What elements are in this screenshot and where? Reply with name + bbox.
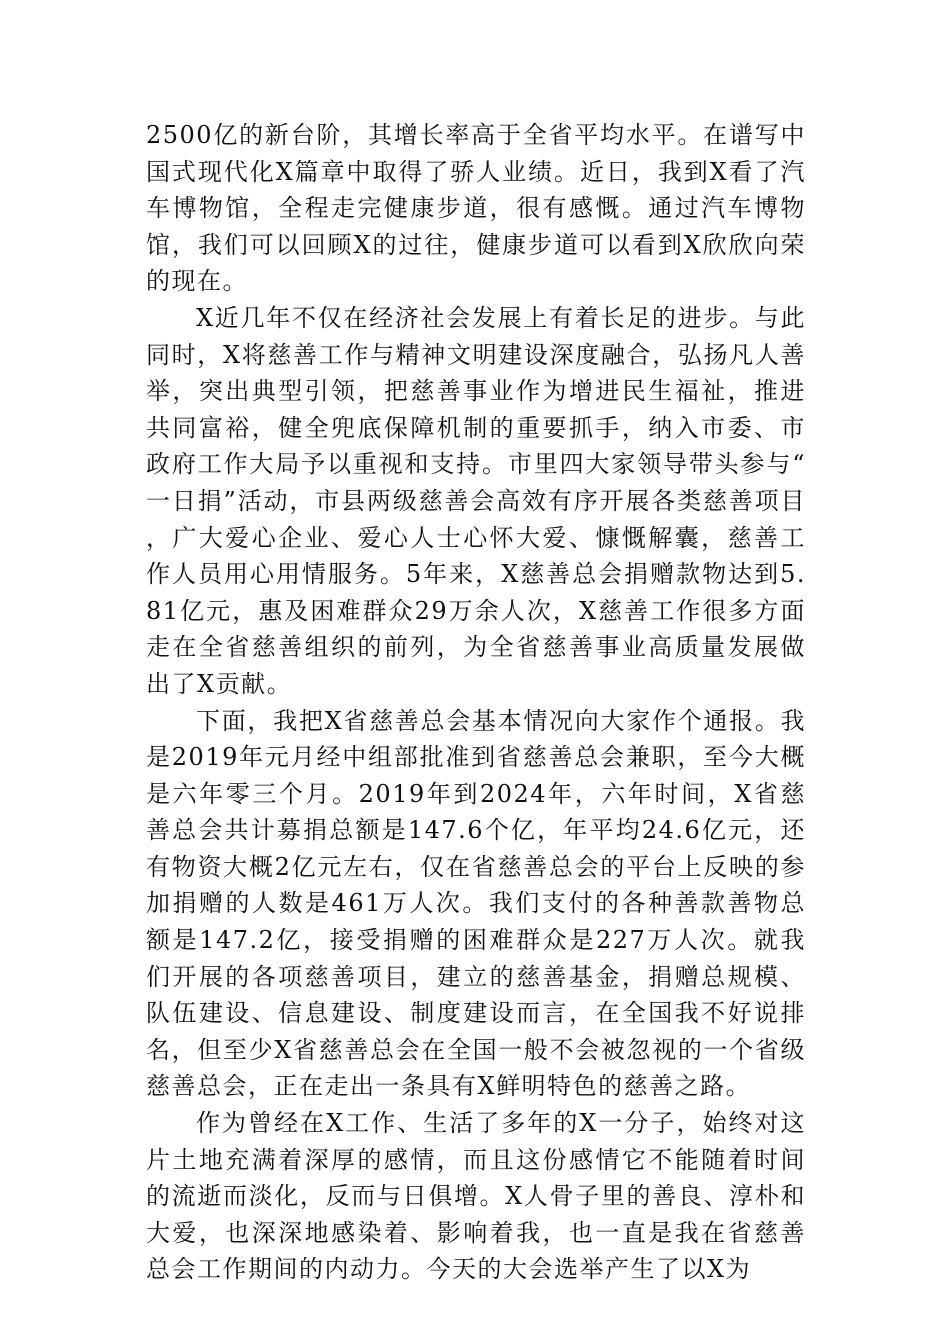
paragraph-1: 2500亿的新台阶，其增长率高于全省平均水平。在谱写中国式现代化X篇章中取得了骄人业绩。近日，我到X看了汽车博物馆，全程走完健康步道，很有感慨。通过汽车博物馆，我们可以回顾X的过往，健康步道可以看到X欣欣向荣的现在。 <box>146 121 806 296</box>
document-page <box>146 117 806 1288</box>
paragraph-3: 下面，我把X省慈善总会基本情况向大家作个通报。我是2019年元月经中组部批准到省慈善总会兼职，至今大概是六年零三个月。2019年到2024年，六年时间，X省慈善总会共计募捐总额是147.6个亿，年平均24.6亿元，还有物资大概2亿元左右，仅在省慈善总会的平台上反映的参加捐赠的人数是461万人次。我们支付的各种善款善物总额是147.2亿，接受捐赠的困难群众是227万人次。就我们开展的各项慈善项目，建立的慈善基金，捐赠总规模、队伍建设、信息建设、制度建设而言，在全国我不好说排名，但至少X省慈善总会在全国一般不会被忽视的一个省级慈善总会，正在走出一条具有X鲜明特色的慈善之路。 <box>146 706 806 1101</box>
paragraph-4: 作为曾经在X工作、生活了多年的X一分子，始终对这片土地充满着深厚的感情，而且这份感情它不能随着时间的流逝而淡化，反而与日俱增。X人骨子里的善良、淳朴和大爱，也深深地感染着、影响着我，也一直是我在省慈善总会工作期间的内动力。今天的大会选举产生了以X为 <box>146 1109 806 1284</box>
paragraph-2: X近几年不仅在经济社会发展上有着长足的进步。与此同时，X将慈善工作与精神文明建设深度融合，弘扬凡人善举，突出典型引领，把慈善事业作为增进民生福祉，推进共同富裕，健全兜底保障机制的重要抓手，纳入市委、市政府工作大局予以重视和支持。市里四大家领导带头参与“一日捐”活动，市县两级慈善会高效有序开展各类慈善项目，广大爱心企业、爱心人士心怀大爱、慷慨解囊，慈善工作人员用心用情服务。5年来，X慈善总会捐赠款物达到5.81亿元，惠及困难群众29万余人次，X慈善工作很多方面走在全省慈善组织的前列，为全省慈善事业高质量发展做出了X贡献。 <box>146 303 806 698</box>
